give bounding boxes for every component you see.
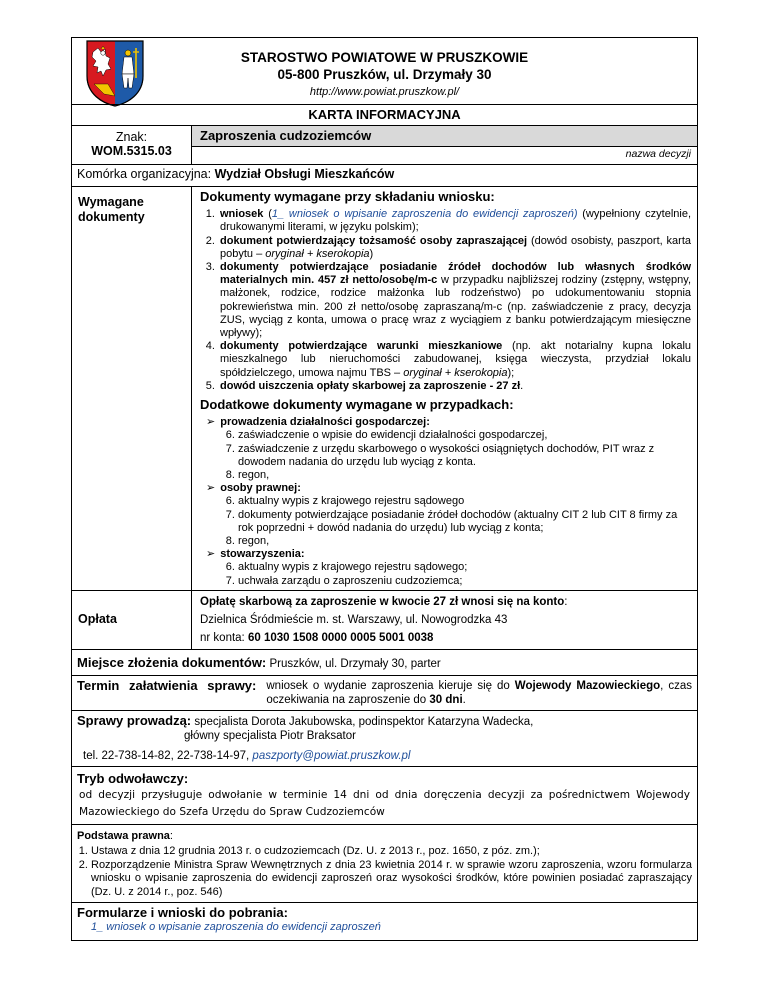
list-item: 6. aktualny wypis z krajowego rejestru sądowego; [238, 561, 691, 574]
office-title: STAROSTWO POWIATOWE W PRUSZKOWIE [240, 50, 529, 65]
fee-label: Opłata [72, 590, 192, 649]
decision-name: Zaproszenia cudzoziemców [192, 126, 698, 147]
list-item: 7. dokumenty potwierdzające posiadanie źródeł dochodów (aktualny CIT 2 lub CIT 8 firmy za rok poprzedni + dowód nadania do urzędu) lub wyciąg z konta; [238, 509, 691, 535]
list-item: 7. zaświadczenie z urzędu skarbowego o wysokości osiągniętych dochodów, PIT wraz z dowodem nadania do urzędu lub wyciąg z konta. [238, 443, 691, 469]
sign-code: WOM.5315.03 [91, 144, 172, 158]
processing-deadline [72, 675, 698, 710]
case-list [206, 561, 691, 587]
list-item: 1. Ustawa z dnia 12 grudnia 2013 r. o cudzoziemcach (Dz. U. z 2013 r., poz. 1650, z póz. zm.); [91, 845, 692, 859]
list-item: 1. wniosek (1_ wniosek o wpisanie zaproszenia do ewidencji zaproszeń) (wypełniony czytelnie, drukowanymi literami, w języku polskim); [218, 208, 691, 234]
required-docs [192, 187, 698, 591]
submission-place [72, 649, 698, 675]
card-title: KARTA INFORMACYJNA [72, 105, 698, 126]
legal-list [77, 845, 692, 899]
handlers-contact: tel. 22-738-14-82, 22-738-14-97, paszporty@powiat.pruszkow.pl [83, 749, 411, 762]
case-legal-person [206, 482, 691, 548]
case-list [206, 495, 691, 548]
case-title: ➢ stowarzyszenia: [206, 548, 691, 561]
legal-label: Podstawa prawna [77, 829, 170, 842]
place-value: Pruszków, ul. Drzymały 30, parter [266, 657, 441, 670]
office-url-link[interactable]: http://www.powiat.pruszkow.pl/ [309, 86, 460, 98]
appeal-label: Tryb odwoławczy: [77, 770, 189, 786]
application-form-link[interactable]: 1_ wniosek o wpisanie zaproszenia do ewidencji zaproszeń) [271, 208, 578, 221]
fee-line-2: Dzielnica Śródmieście m. st. Warszawy, ul. Nowogrodzka 43 [200, 613, 508, 626]
additional-docs-heading: Dodatkowe dokumenty wymagane w przypadkach: [200, 397, 514, 413]
forms-label: Formularze i wnioski do pobrania: [77, 905, 288, 921]
deadline-value: wniosek o wydanie zaproszenia kieruje się do Wojewody Mazowieckiego, czas oczekiwania na zaproszenie do 30 dni. [266, 679, 692, 706]
organizational-unit [72, 165, 698, 187]
fee-info [192, 590, 698, 649]
unit-value: Wydział Obsługi Mieszkańców [214, 167, 395, 181]
handlers-line-1: specjalista Dorota Jakubowska, podinspektor Katarzyna Wadecka, [191, 715, 534, 728]
sign-label: Znak: [115, 130, 148, 144]
required-docs-heading: Dokumenty wymagane przy składaniu wniosku: [200, 189, 495, 204]
list-item: 4. dokumenty potwierdzające warunki mieszkaniowe (np. akt notarialny kupna lokalu mieszkalnego lub nieruchomości zabudowanej, księga wieczysta, przydział lokalu spółdzielczego, umowa najmu TBS – oryginał + kserokopia); [218, 340, 691, 380]
fee-line-1: Opłatę skarbową za zaproszenie w kwocie 27 zł wnosi się na konto: [200, 595, 568, 608]
header [72, 38, 698, 105]
list-item: 6. zaświadczenie o wpisie do ewidencji działalności gospodarczej, [238, 429, 691, 442]
information-card [71, 37, 698, 941]
list-item: 6. aktualny wypis z krajowego rejestru sądowego [238, 495, 691, 508]
fee-account: nr konta: 60 1030 1508 0000 0005 5001 0038 [200, 631, 434, 644]
appeal-procedure [72, 766, 698, 824]
case-handlers [72, 710, 698, 766]
required-docs-label: Wymagane dokumenty [72, 187, 192, 591]
list-item: 5. dowód uiszczenia opłaty skarbowej za zaproszenie - 27 zł. [218, 380, 691, 393]
place-label: Miejsce złożenia dokumentów: [77, 654, 267, 670]
unit-label: Komórka organizacyjna: [77, 167, 212, 181]
case-title: ➢ osoby prawnej: [206, 482, 691, 495]
required-docs-list [200, 208, 691, 393]
email-link[interactable]: paszporty@powiat.pruszkow.pl [252, 749, 411, 762]
deadline-label: Termin załatwienia sprawy: [77, 677, 257, 693]
additional-cases [200, 416, 691, 588]
form-download-link[interactable]: 1_ wniosek o wpisanie zaproszenia do ewidencji zaproszeń [91, 921, 381, 934]
handlers-label: Sprawy prowadzą: [77, 712, 192, 728]
case-business [206, 416, 691, 482]
list-item: 8. regon, [238, 469, 691, 482]
list-item: 2. Rozporządzenie Ministra Spraw Wewnętrznych z dnia 23 kwietnia 2014 r. w sprawie wzoru zaproszenia, wzoru formularza wniosku o wpisanie zaproszenia do ewidencji zaproszeń oraz wysokości środków, które powinien posiadać zapraszający (Dz. U. z 2014 r., poz. 546) [91, 859, 692, 900]
list-item: 8. regon, [238, 535, 691, 548]
legal-basis: Podstawa prawna: 1. Ustawa z dnia 12 grudnia 2013 r. o cudzoziemcach (Dz. U. z 2013 r., poz. 1650, z póz. zm.); 2. Rozporządzenie Ministra Spraw Wewnętrznych z dnia 23 kwietnia 2014 r. w sprawie wzoru zaproszenia, wzoru formularza wniosku o wpisanie zaproszenia do ewidencji zaproszeń oraz wysokości środków, które powinien posiadać zapraszający (Dz. U. z 2014 r., poz. 546) [72, 824, 698, 903]
sign-cell [72, 126, 192, 165]
list-item: 7. uchwała zarządu o zaproszeniu cudzoziemca; [238, 575, 691, 588]
office-address: 05-800 Pruszków, ul. Drzymały 30 [277, 67, 492, 82]
list-item: 2. dokument potwierdzający tożsamość osoby zapraszającej (dowód osobisty, paszport, karta pobytu – oryginał + kserokopia) [218, 235, 691, 261]
handlers-line-2: główny specjalista Piotr Braksator [184, 729, 356, 742]
forms-download [72, 903, 698, 941]
appeal-text: od decyzji przysługuje odwołanie w terminie 14 dni od dnia doręczenia decyzji za pośrednictwem Wojewody Mazowieckiego do Szefa Urzędu do Spraw Cudzoziemców [79, 788, 691, 818]
case-list [206, 429, 691, 482]
case-title: ➢ prowadzenia działalności gospodarczej: [206, 416, 691, 429]
decision-sublabel: nazwa decyzji [192, 147, 698, 165]
case-association [206, 548, 691, 588]
list-item: 3. dokumenty potwierdzające posiadanie źródeł dochodów lub własnych środków materialnych min. 457 zł netto/osobę/m-c w przypadku najbliższej rodziny (zstępny, wstępny, małżonek, rodzice, rodzice małżonka lub rodzeństwo) po udokumentowaniu stopnia pokrewieństwa min. 200 zł netto/osobę zapraszaną/m-c (np. zaświadczenie z pracy, decyzja ZUS, wyciąg z konta, umowa o pracę wraz z wyciągiem z banku potwierdzającym miesięczne wpływy); [218, 261, 691, 340]
